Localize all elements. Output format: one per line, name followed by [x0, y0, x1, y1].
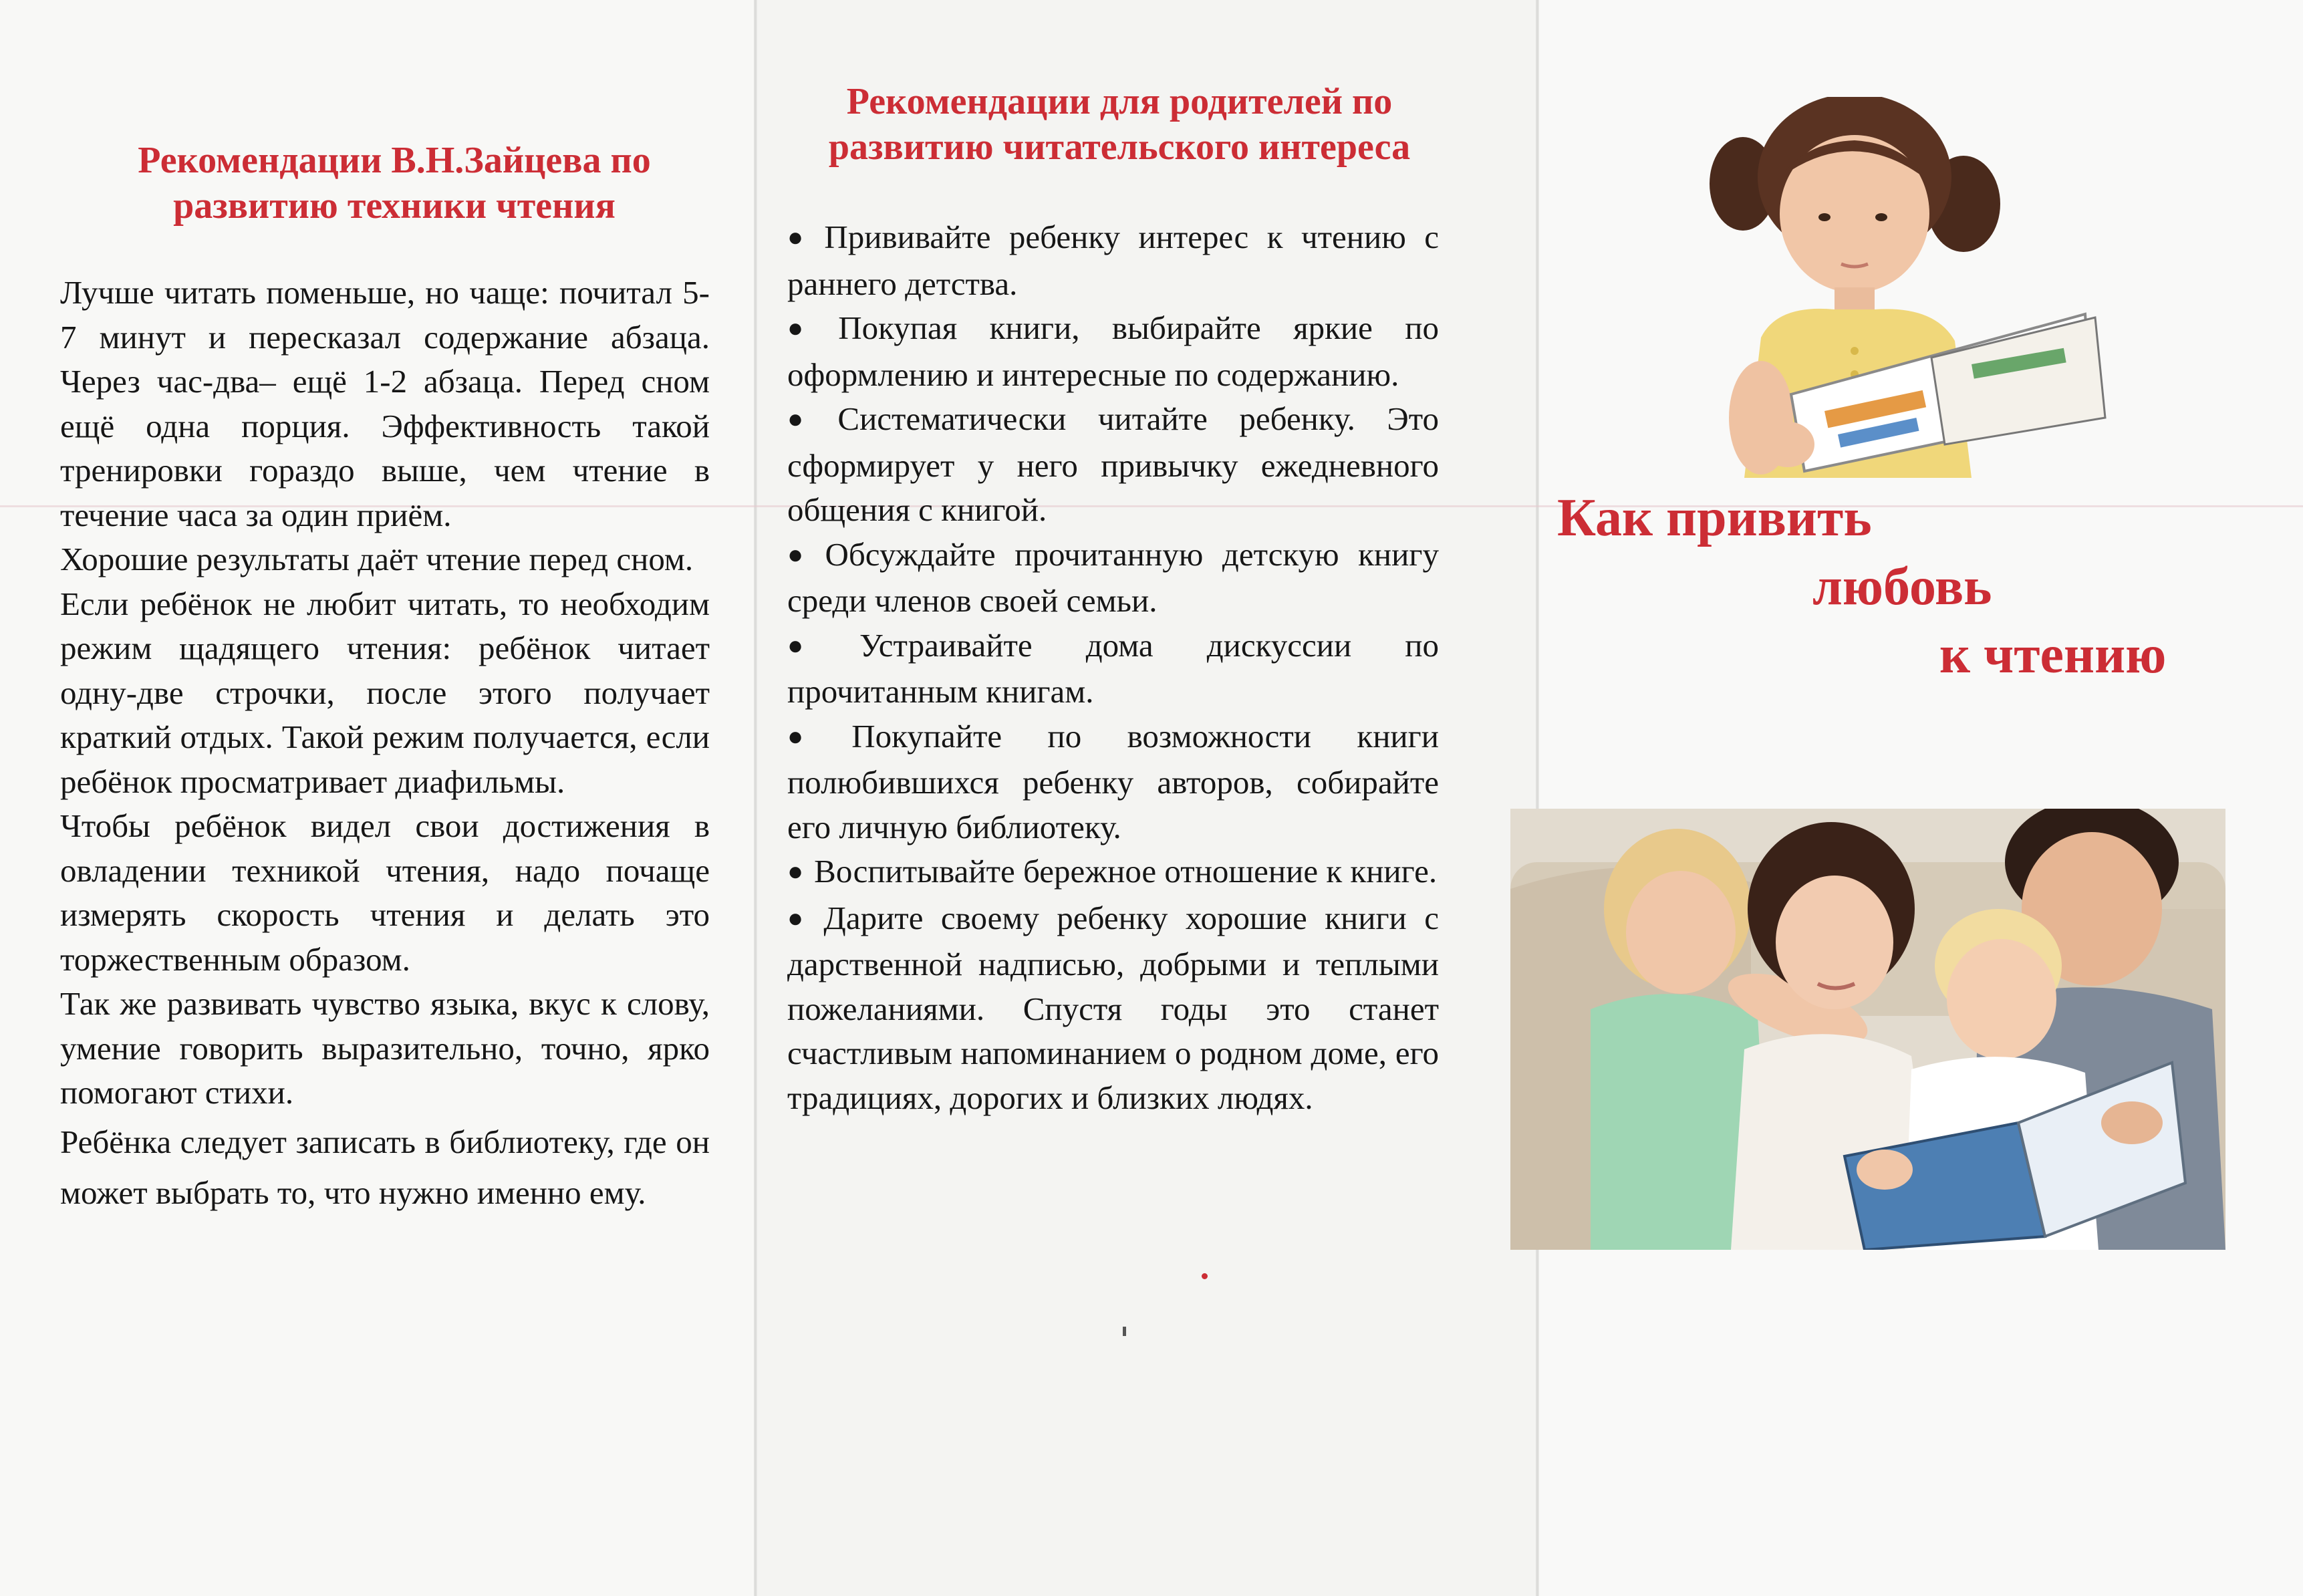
bullet-icon: ●	[787, 404, 827, 434]
bullet-icon: ●	[787, 856, 804, 886]
bullet-icon: ●	[787, 222, 814, 252]
list-item: ● Покупая книги, выбирайте яркие по оформлению и интересные по содержанию.	[787, 309, 1439, 393]
bullet-icon: ●	[787, 539, 815, 569]
paper-speck	[1123, 1327, 1126, 1336]
paragraph: Лучше читать поменьше, но чаще: почитал 5-7 минут и пересказал содержание абзаца. Через час-два– ещё 1-2 абзаца. Перед сном ещё одна порция. Эффективность такой тренировки гораздо выше, чем чтение в течение часа за один приём.	[60, 274, 710, 533]
paragraph: Хорошие результаты даёт чтение перед сном.	[60, 541, 694, 577]
paragraph: Если ребёнок не любит читать, то необходим режим щадящего чтения: ребёнок читает одну-две строчки, после этого получает краткий отдых. Такой режим получается, если ребёнок просматривает диафильмы.	[60, 585, 710, 800]
list-item: ● Устраивайте дома дискуссии по прочитанным книгам.	[787, 626, 1439, 710]
list-item: ● Обсуждайте прочитанную детскую книгу среди членов своей семьи.	[787, 535, 1439, 619]
left-panel-title: Рекомендации В.Н.Зайцева по развитию техники чтения	[138, 140, 651, 227]
bullet-icon: ●	[787, 630, 849, 660]
bullet-icon: ●	[787, 313, 828, 343]
list-item: ● Дарите своему ребенку хорошие книги с дарственной надписью, добрыми и теплыми пожеланиями. Спустя годы это станет счастливым напоминанием о родном доме, его традициях, дорогих и близких людях.	[787, 899, 1439, 1116]
recommendations-list	[787, 215, 1439, 1120]
ink-dot	[1202, 1273, 1208, 1279]
family-reading-illustration	[1510, 809, 2225, 1250]
list-item: ● Систематически читайте ребенку. Это сформирует у него привычку ежедневного общения с книгой.	[787, 400, 1439, 528]
fold-line-right	[1536, 0, 1539, 1596]
paragraph: Ребёнка следует записать в библиотеку, где он может выбрать то, что нужно именно ему.	[60, 1123, 710, 1211]
girl-reading-photo	[1624, 97, 2122, 478]
paragraph: Так же развивать чувство языка, вкус к слову, умение говорить выразительно, точно, ярко помогают стихи.	[60, 985, 710, 1111]
girl-reading-illustration	[1624, 97, 2122, 478]
family-reading-photo	[1510, 809, 2225, 1250]
left-panel-text	[60, 271, 710, 1218]
list-item: ● Прививайте ребенку интерес к чтению с раннего детства.	[787, 219, 1439, 302]
list-item: ● Покупайте по возможности книги полюбившихся ребенку авторов, собирайте его личную библиотеку.	[787, 717, 1439, 845]
bullet-icon: ●	[787, 902, 813, 933]
cover-title-line-1: Как привить	[1557, 489, 1872, 547]
middle-panel-title: Рекомендации для родителей по развитию читательского интереса	[828, 81, 1411, 168]
fold-line-left	[754, 0, 757, 1596]
cover-title-line-2: любовь	[1812, 557, 1992, 616]
paragraph: Чтобы ребёнок видел свои достижения в овладении техникой чтения, надо почаще измерять скорость чтения и делать это торжественным образом.	[60, 807, 710, 978]
cover-title-line-3: к чтению	[1939, 626, 2167, 684]
bullet-icon: ●	[787, 720, 841, 751]
list-item: ● Воспитывайте бережное отношение к книге.	[787, 853, 1438, 890]
